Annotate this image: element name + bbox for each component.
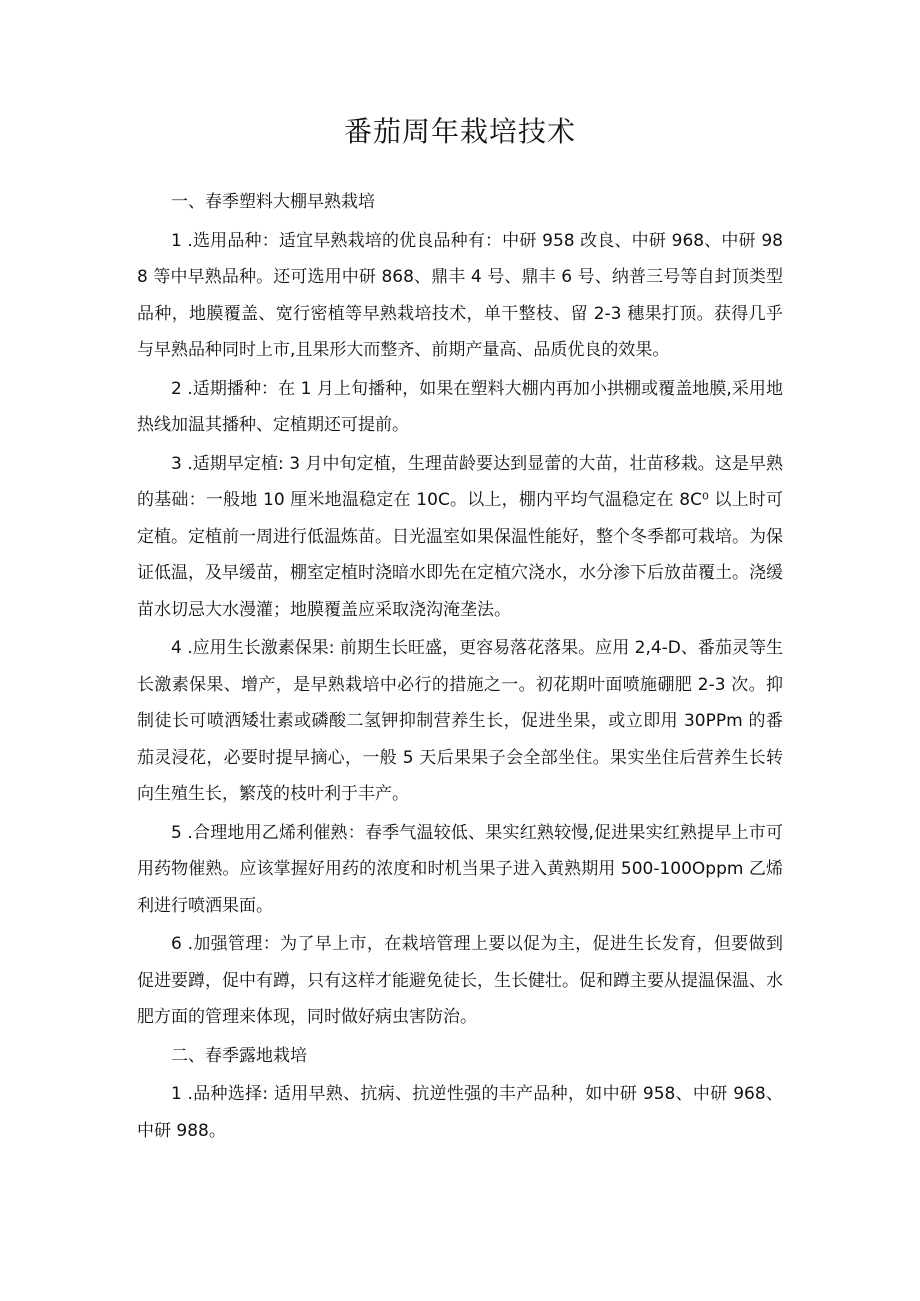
document-title: 番茄周年栽培技术 bbox=[343, 115, 576, 148]
paragraph-growth-hormone: 4 .应用生长激素保果: 前期生长旺盛，更容易落花落果。应用 2,4-D、番茄灵等生长激素保果、增产，是早熟栽培中必行的措施之一。初花期叶面喷施硼肥 2-3 次。抑制徒长可喷洒矮壮素或磷酸二氢钾抑制营养生长，促进坐果，或立即用 30PPm 的番茄灵浸花，必要时提早摘心，一般 5 天后果果子会全部坐住。果实坐住后营养生长转向生殖生长，繁茂的枝叶利于丰产。 bbox=[137, 638, 783, 804]
paragraph-sowing-time: 2 .适期播种：在 1 月上旬播种，如果在塑料大棚内再加小拱棚或覆盖地膜,采用地热线加温其播种、定植期还可提前。 bbox=[137, 378, 783, 435]
section-heading-spring-open-field: 二、春季露地栽培 bbox=[171, 1045, 307, 1066]
paragraph-open-field-variety: 1 .品种选择: 适用早熟、抗病、抗逆性强的丰产品种，如中研 958、中研 968、中研 988。 bbox=[137, 1084, 783, 1141]
paragraph-management: 6 .加强管理：为了早上市，在栽培管理上要以促为主，促进生长发育，但要做到促进要蹲，促中有蹲，只有这样才能避免徒长，生长健壮。促和蹲主要从提温保温、水肥方面的管理来体现，同时做好病虫害防治。 bbox=[137, 934, 783, 1027]
section-heading-spring-greenhouse: 一、春季塑料大棚早熟栽培 bbox=[171, 192, 375, 212]
paragraph-early-planting: 3 .适期早定植: 3 月中旬定植，生理苗龄要达到显蕾的大苗，壮苗移栽。这是早熟的基础：一般地 10 厘米地温稳定在 10C。以上，棚内平均气温稳定在 8C⁰ 以上时可定植。定植前一周进行低温炼苗。日光温室如果保温性能好，整个冬季都可栽培。为保证低温，及早缓苗，棚室定植时浇暗水即先在定植穴浇水，水分渗下后放苗覆土。浇缓苗水切忌大水漫灌；地膜覆盖应采取浇沟淹垄法。 bbox=[137, 453, 783, 620]
paragraph-variety-selection: 1 .选用品种：适宜早熟栽培的优良品种有：中研 958 改良、中研 968、中研 988 等中早熟品种。还可选用中研 868、鼎丰 4 号、鼎丰 6 号、纳普三号等自封顶类型品种，地膜覆盖、宽行密植等早熟栽培技术，单干整枝、留 2-3 穗果打顶。获得几乎与早熟品种同时上市,且果形大而整齐、前期产量高、品质优良的效果。 bbox=[137, 230, 783, 360]
paragraph-ethephon-ripening: 5 .合理地用乙烯利催熟：春季气温较低、果实红熟较慢,促进果实红熟提早上市可用药物催熟。应该掌握好用药的浓度和时机当果子进入黄熟期用 500-100Oppm 乙烯利进行喷洒果面。 bbox=[137, 822, 783, 916]
